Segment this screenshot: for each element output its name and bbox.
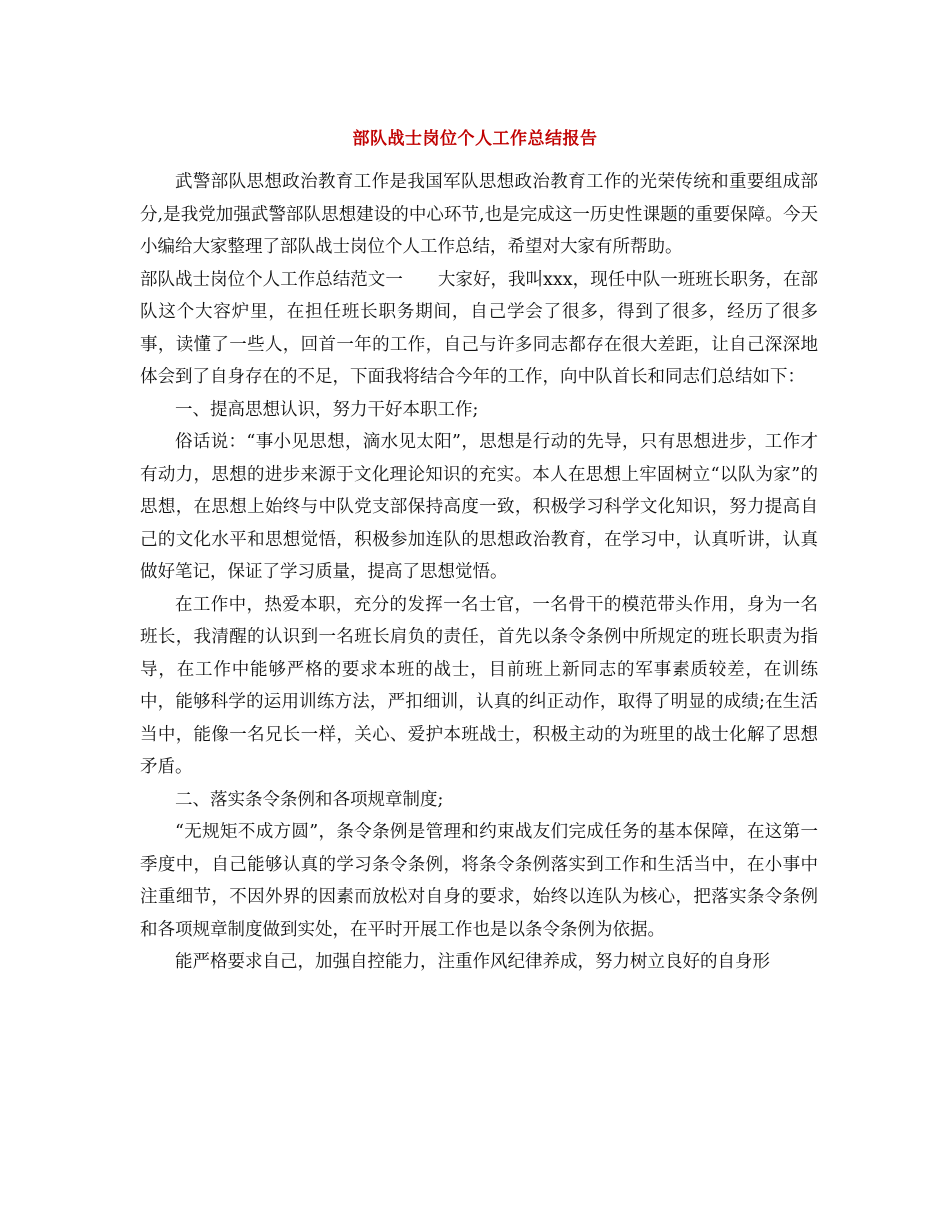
paragraph-work: 在工作中，热爱本职，充分的发挥一名士官，一名骨干的模范带头作用，身为一名班长，我清醒的认识到一名班长肩负的责任，首先以条令条例中所规定的班长职责为指导，在工作中能够严格的要求本班的战士，目前班上新同志的军事素质较差，在训练中，能够科学的运用训练方法，严扣细训，认真的纠正动作，取得了明显的成绩;在生活当中，能像一名兄长一样，关心、爱护本班战士，积极主动的为班里的战士化解了思想矛盾。 <box>140 594 818 777</box>
paragraph-thinking: 俗话说：“事小见思想，滴水见太阳”，思想是行动的先导，只有思想进步，工作才有动力，思想的进步来源于文化理论知识的充实。本人在思想上牢固树立“以队为家”的思想，在思想上始终与中队党支部保持高度一致，积极学习科学文化知识，努力提高自己的文化水平和思想觉悟，积极参加连队的思想政治教育，在学习中，认真听讲，认真做好笔记，保证了学习质量，提高了思想觉悟。 <box>140 432 818 582</box>
document-body <box>140 166 818 979</box>
paragraph-sample-one: 部队战士岗位个人工作总结范文一 大家好，我叫xxx，现任中队一班班长职务，在部队这个大容炉里，在担任班长职务期间，自己学会了很多，得到了很多，经历了很多事，读懂了一些人，回首一年的工作，自己与许多同志都存在很大差距，让自己深深地体会到了自身存在的不足，下面我将结合今年的工作，向中队首长和同志们总结如下： <box>140 269 818 387</box>
section-heading-two: 二、落实条令条例和各项规章制度; <box>175 789 444 810</box>
document-title: 部队战士岗位个人工作总结报告 <box>352 129 598 149</box>
paragraph-intro: 武警部队思想政治教育工作是我国军队思想政治教育工作的光荣传统和重要组成部分,是我党加强武警部队思想建设的中心环节,也是完成这一历史性课题的重要保障。今天小编给大家整理了部队战士岗位个人工作总结，希望对大家有所帮助。 <box>140 172 818 257</box>
section-heading-one: 一、提高思想认识，努力干好本职工作; <box>175 399 479 420</box>
paragraph-discipline: 能严格要求自己，加强自控能力，注重作风纪律养成，努力树立良好的自身形 <box>175 952 770 972</box>
paragraph-regulations: “无规矩不成方圆”，条令条例是管理和约束战友们完成任务的基本保障，在这第一季度中，自己能够认真的学习条令条例，将条令条例落实到工作和生活当中，在小事中注重细节，不因外界的因素而放松对自身的要求，始终以连队为核心，把落实条令条例和各项规章制度做到实处，在平时开展工作也是以条令条例为依据。 <box>140 822 818 940</box>
